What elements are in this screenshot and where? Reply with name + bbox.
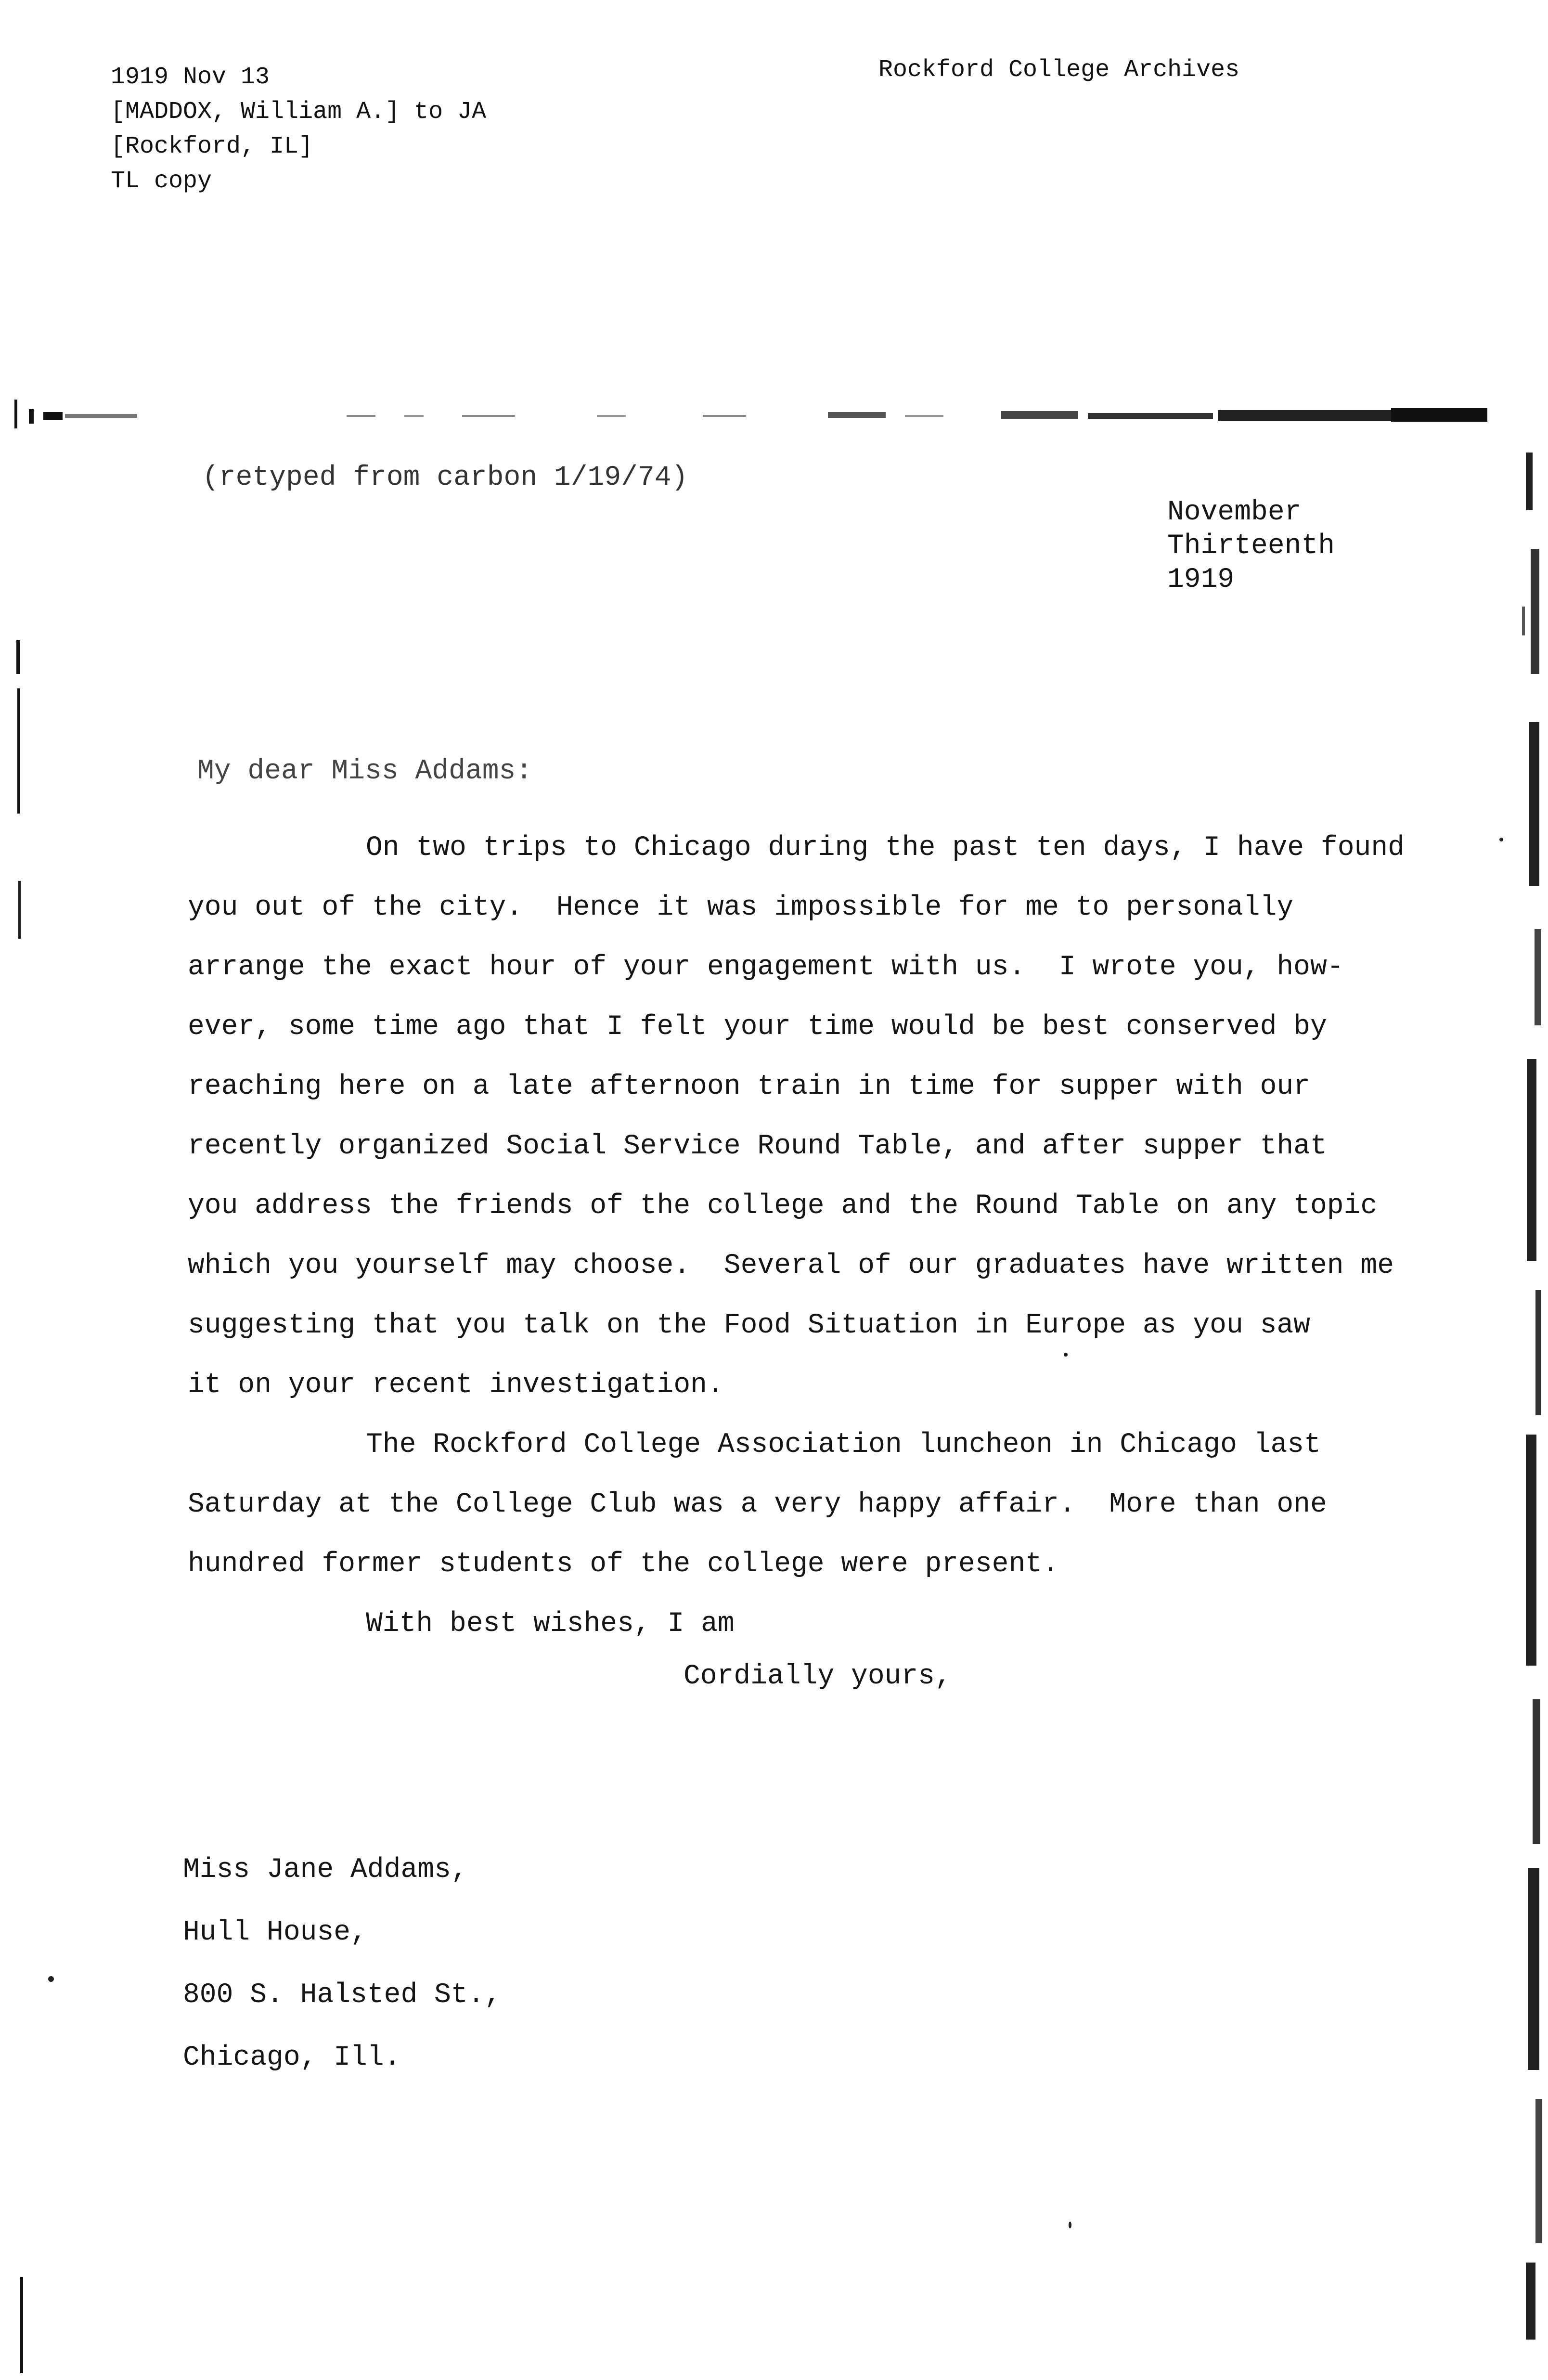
archive-source: Rockford College Archives: [878, 56, 1240, 84]
address-line: 800 S. Halsted St.,: [183, 1979, 502, 2011]
body-line: On two trips to Chicago during the past ten days, I have found: [366, 832, 1405, 864]
body-line: The Rockford College Association luncheon in Chicago last: [366, 1429, 1321, 1461]
body-line: it on your recent investigation.: [188, 1370, 724, 1401]
retype-note: (retyped from carbon 1/19/74): [202, 462, 688, 493]
closing: Cordially yours,: [684, 1661, 952, 1692]
body-line: suggesting that you talk on the Food Situation in Europe as you saw: [188, 1310, 1310, 1341]
address-line: Chicago, Ill.: [183, 2042, 401, 2073]
archive-format: TL copy: [111, 168, 212, 195]
scan-border-right: [1492, 424, 1548, 2349]
body-line: you address the friends of the college and the Round Table on any topic: [188, 1190, 1378, 1222]
letter-body: [188, 818, 1487, 1654]
address-line: Miss Jane Addams,: [183, 1854, 468, 1886]
date-day: Thirteenth: [1167, 530, 1335, 562]
date-month: November: [1167, 497, 1302, 528]
scan-border-left: [10, 400, 34, 2373]
body-line: reaching here on a late afternoon train in time for supper with our: [188, 1071, 1310, 1102]
scan-speck: [48, 1976, 54, 1982]
body-line: Saturday at the College Club was a very happy affair. More than one: [188, 1489, 1327, 1520]
archive-date: 1919 Nov 13: [111, 64, 270, 91]
scan-speck: [1069, 2222, 1071, 2228]
body-line: arrange the exact hour of your engagement with us. I wrote you, how-: [188, 952, 1344, 983]
archive-correspondents: [MADDOX, William A.] to JA: [111, 98, 487, 126]
body-line: hundred former students of the college were present.: [188, 1549, 1059, 1580]
body-line: ever, some time ago that I felt your time would be best conserved by: [188, 1011, 1327, 1043]
scan-border-top: [29, 404, 1492, 424]
archive-header: [111, 60, 486, 199]
body-line: you out of the city. Hence it was impossible for me to personally: [188, 892, 1294, 923]
scan-speck: [1499, 838, 1503, 841]
body-line: recently organized Social Service Round Table, and after supper that: [188, 1131, 1327, 1162]
scan-speck: [1064, 1353, 1068, 1357]
body-line: With best wishes, I am: [366, 1608, 735, 1640]
letter-date: [1167, 496, 1335, 597]
body-line: which you yourself may choose. Several of our graduates have written me: [188, 1250, 1394, 1281]
address-line: Hull House,: [183, 1917, 367, 1948]
salutation: My dear Miss Addams:: [197, 756, 533, 787]
recipient-address: [183, 1839, 501, 2089]
date-year: 1919: [1167, 564, 1235, 595]
archive-place: [Rockford, IL]: [111, 133, 313, 160]
